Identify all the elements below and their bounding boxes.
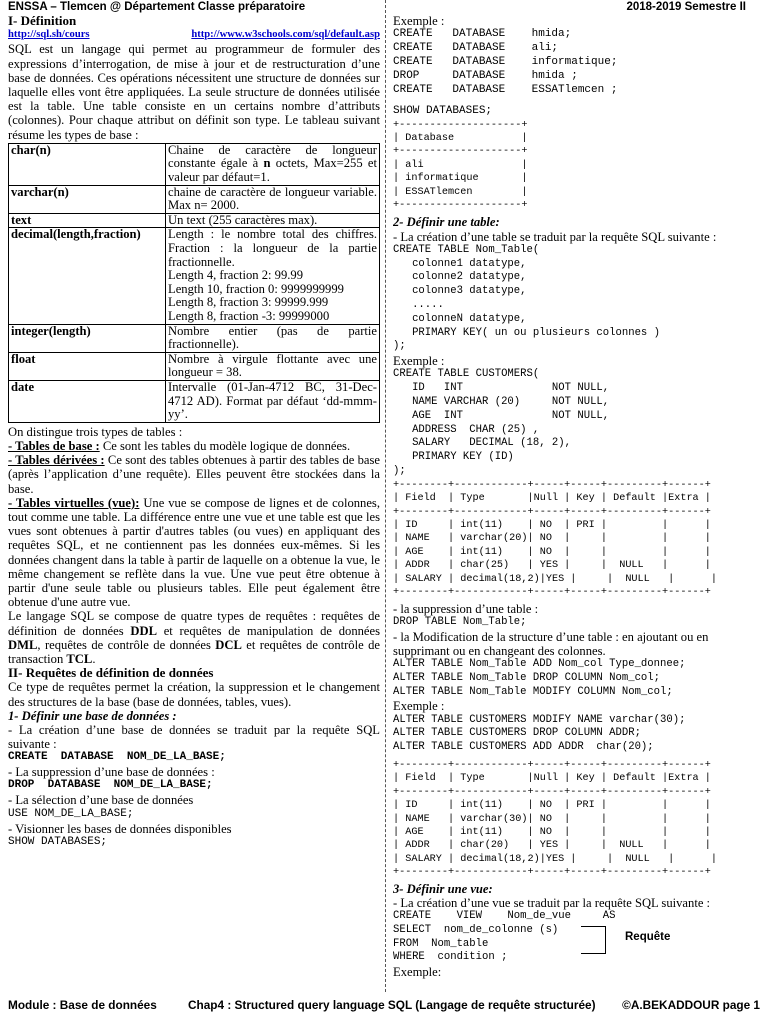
link-w3schools[interactable]: http://www.w3schools.com/sql/default.asp	[191, 29, 380, 41]
table-row	[9, 228, 380, 324]
table-row	[9, 143, 380, 185]
type-desc: Nombre entier (pas de partie fractionnelle).	[166, 324, 380, 352]
db-drop-sql: DROP DATABASE NOM_DE_LA_BASE;	[8, 779, 213, 792]
left-column	[8, 14, 380, 990]
request-bracket	[581, 926, 606, 954]
type-desc: Intervalle (01-Jan-4712 BC, 31-Dec-4712 AD). Format par défaut ‘dd-mmm-yy’.	[166, 380, 380, 422]
table-row	[9, 324, 380, 352]
sql-language-paragraph: Le langage SQL se compose de quatre types de requêtes : requêtes de définition de données DDL et requêtes de manipulation de données DML, requêtes de contrôle de données DCL et requêtes de contrôle de transaction TCL.	[8, 609, 380, 666]
db-create-text: - La création d’une base de données se traduit par la requête SQL suivante :	[8, 722, 380, 752]
db-drop-text: - La suppression d’une base de données :	[8, 765, 215, 780]
right-column	[393, 14, 763, 990]
view-create-sql: CREATE VIEW Nom_de_vue AS SELECT nom_de_colonne (s) FROM Nom_table WHERE condition ;	[393, 909, 616, 964]
subsection-view: 3- Définir une vue:	[393, 881, 493, 896]
derived-tables-paragraph: - Tables dérivées : Ce sont des tables obtenues à partir des tables de base (après l’application d’une requête). Elles peuvent être stockées dans la base.	[8, 453, 380, 496]
three-types-intro: On distingue trois types de tables :	[8, 424, 183, 439]
alter-table-text: - la Modification de la structure d’une table : en ajoutant ou en supprimant ou en changeant des colonnes.	[393, 629, 709, 658]
type-name: date	[9, 380, 166, 422]
virtual-tables-paragraph: - Tables virtuelles (vue): Une vue se compose de lignes et de colonnes, tout comme une table. La différence entre une vue et une table est que les vues sont obtenues à partir d'autres tables (ou vues) en appliquant des requêtes SQL, et ne contiennent pas les données eux-mêmes. Si les données changent dans la table à partir de laquelle on a obtenue la vue, le même changement se reflète dans la vue. Une vue peut être obtenue à partir d'une seule table ou plusieurs tables. Elle peut également être obtenue d'une autre vue.	[8, 495, 380, 610]
base-tables-paragraph: - Tables de base : Ce sont les tables du modèle logique de données.	[8, 438, 351, 453]
type-desc: Un text (255 caractères max).	[166, 213, 380, 228]
type-desc: chaine de caractère de longueur variable. Max n= 2000.	[166, 185, 380, 213]
create-db-examples: CREATE DATABASE hmida; CREATE DATABASE ali; CREATE DATABASE informatique; DROP DATABASE hmida ; CREATE DATABASE ESSATlemcen ;	[393, 28, 618, 96]
type-name: integer(length)	[9, 324, 166, 352]
type-name: varchar(n)	[9, 185, 166, 213]
type-name: char(n)	[9, 143, 166, 185]
example-label: Exemple :	[393, 354, 445, 369]
type-desc: Length : le nombre total des chiffres. Fraction : la longueur de la partie fractionnelle. Length 4, fraction 2: 99.99 Length 10, fraction 0: 9999999999 Length 8, fraction 3: 99999.999 Length 8, fraction -3: 99999000	[166, 228, 380, 324]
types-table	[8, 143, 380, 423]
drop-table-text: - la suppression d’une table :	[393, 601, 539, 616]
table-row	[9, 380, 380, 422]
databases-result-table: +--------------------+ | Database | +--------------------+ | ali | | informatique | | ESSATlemcen | +--------------------+	[393, 119, 528, 212]
db-use-text: - La sélection d’une base de données	[8, 793, 194, 808]
customers-describe-table: +--------+------------+-----+-----+---------+------+ | Field | Type |Null | Key | Default |Extra | +--------+------------+-----+-----+---------+------+ | ID | int(11) | NO | PRI | | | | NAME | varchar(20)| NO | | | | | AGE | int(11) | NO | | | | | ADDR | char(25) | YES | | NULL | | | SALARY | decimal(18,2)|YES | | NULL | | +--------+------------+-----+-----+---------+------+	[393, 479, 718, 599]
db-use-sql: USE NOM_DE_LA_BASE;	[8, 807, 134, 820]
section-title-definition: I- Définition	[8, 14, 77, 28]
link-sql-sh[interactable]: http://sql.sh/cours	[8, 29, 90, 41]
table-row	[9, 185, 380, 213]
header-institution: ENSSA – Tlemcen @ Département Classe préparatoire	[8, 1, 306, 13]
subsection-table: 2- Définir une table:	[393, 215, 500, 230]
alter-table-sql: ALTER TABLE Nom_Table ADD Nom_col Type_donnee; ALTER TABLE Nom_Table DROP COLUMN Nom_col; ALTER TABLE Nom_Table MODIFY COLUMN Nom_col;	[393, 657, 686, 698]
column-divider	[385, 0, 386, 992]
footer-module: Module : Base de données	[8, 998, 157, 1012]
alter-example-sql: ALTER TABLE CUSTOMERS MODIFY NAME varchar(30); ALTER TABLE CUSTOMERS DROP COLUMN ADDR; ALTER TABLE CUSTOMERS ADD ADDR char(20);	[393, 713, 686, 754]
footer-author-page: ©A.BEKADDOUR page 1	[622, 998, 760, 1012]
intro-paragraph: SQL est un langage qui permet au programmeur de formuler des expressions d’interrogation, de mise à jour et de restructuration d’une base de données. Ces opérations nécessitent une structure de données sur laquelle elles vont être appliquées. La seule structure de données utilisée est la table. Une table consiste en un certains nombre d’attributs (colonnes). Pour chaque attribut on définit son type. Le tableau suivant résume les types de base :	[8, 42, 380, 142]
db-show-sql: SHOW DATABASES;	[8, 835, 108, 848]
type-desc: Chaine de caractère de longueur constante égale à n octets, Max=255 et valeur par défaut=1.	[166, 143, 380, 185]
subsection-database: 1- Définir une base de données :	[8, 708, 177, 723]
db-create-sql: CREATE DATABASE NOM_DE_LA_BASE;	[8, 751, 226, 764]
type-name: decimal(length,fraction)	[9, 228, 166, 324]
request-label: Requête	[625, 930, 671, 943]
type-name: text	[9, 213, 166, 228]
example-label: Exemple :	[393, 14, 445, 28]
view-create-text: - La création d’une vue se traduit par la requête SQL suivante :	[393, 895, 711, 910]
table-create-text: - La création d’une table se traduit par la requête SQL suivante :	[393, 229, 717, 244]
reference-links	[8, 28, 380, 42]
customers-describe-table-2: +--------+------------+-----+-----+---------+------+ | Field | Type |Null | Key | Default |Extra | +--------+------------+-----+-----+---------+------+ | ID | int(11) | NO | PRI | | | | NAME | varchar(30)| NO | | | | | AGE | int(11) | NO | | | | | ADDR | char(20) | YES | | NULL | | | SALARY | decimal(18,2)|YES | | NULL | | +--------+------------+-----+-----+---------+------+	[393, 759, 718, 879]
db-show-text: - Visionner les bases de données disponibles	[8, 821, 232, 836]
example-label: Exemple:	[393, 965, 442, 980]
table-create-sql: CREATE TABLE Nom_Table( colonne1 datatype, colonne2 datatype, colonne3 datatype, ..... colonneN datatype, PRIMARY KEY( un ou plusieurs colonnes ) );	[393, 243, 661, 353]
page-footer	[8, 996, 760, 1016]
example-label: Exemple :	[393, 699, 445, 714]
show-databases-sql: SHOW DATABASES;	[393, 104, 493, 117]
drop-table-sql: DROP TABLE Nom_Table;	[393, 615, 527, 628]
table-row	[9, 213, 380, 228]
footer-chapter: Chap4 : Structured query language SQL (Langage de requête structurée)	[188, 998, 596, 1012]
type-name: float	[9, 352, 166, 380]
type-desc: Nombre à virgule flottante avec une longueur = 38.	[166, 352, 380, 380]
customers-create-sql: CREATE TABLE CUSTOMERS( ID INT NOT NULL, NAME VARCHAR (20) NOT NULL, AGE INT NOT NULL, ADDRESS CHAR (25) , SALARY DECIMAL (18, 2), PRIMARY KEY (ID) );	[393, 368, 610, 478]
view-sql-block	[393, 910, 763, 965]
section-title-ddl: II- Requêtes de définition de données	[8, 665, 214, 681]
header-semester: 2018-2019 Semestre II	[626, 1, 746, 13]
table-row	[9, 352, 380, 380]
ddl-paragraph: Ce type de requêtes permet la création, la suppression et le changement des structures de la base (base de données, tables, vues).	[8, 680, 380, 709]
